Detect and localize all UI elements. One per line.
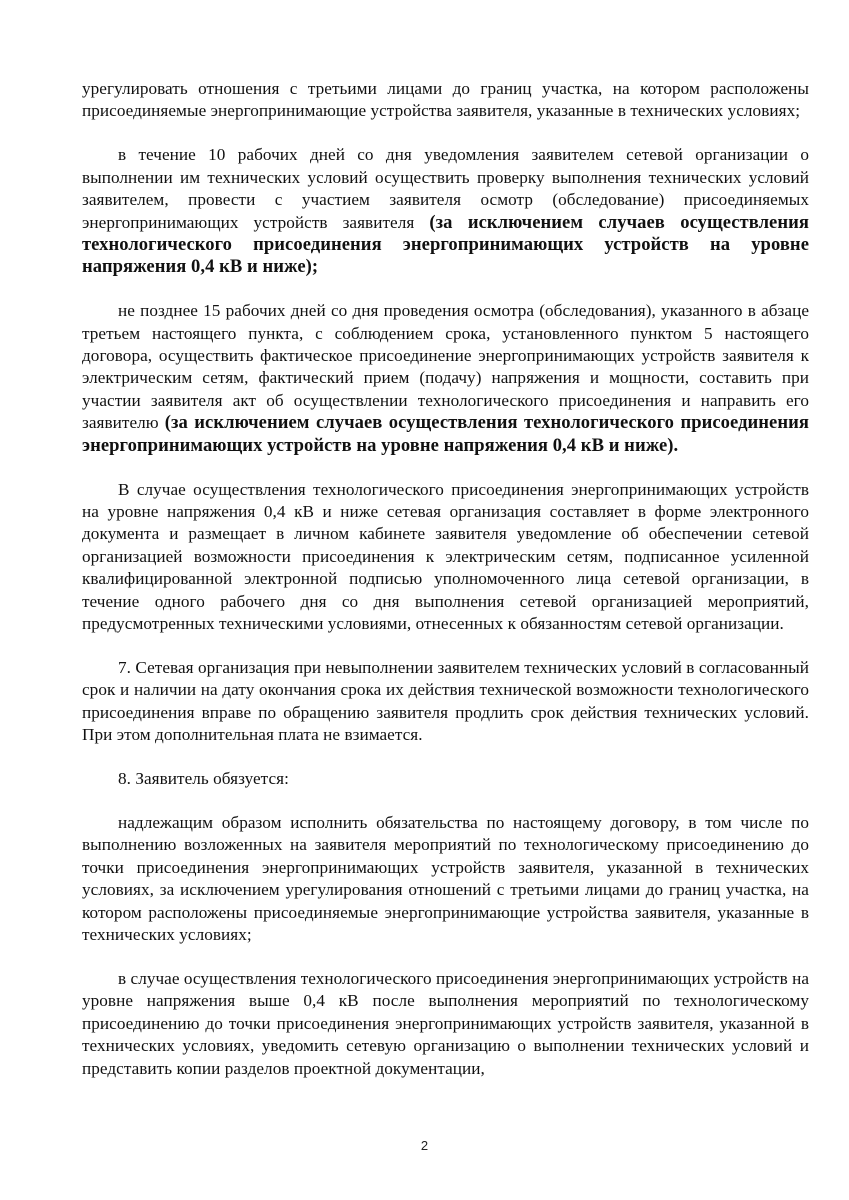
paragraph-7-text: надлежащим образом исполнить обязательства по настоящему договору, в том числе по выполнению возложенных на заявителя мероприятий по технологическому присоединению до точки присоединения энергопринимающих устройств заявителя, указанной в технических условиях, за исключением урегулирования отношений с третьими лицами до границ участка, на котором расположены присоединяемые энергопринимающие устройства заявителя, указанные в технических условиях; bbox=[82, 812, 809, 944]
paragraph-2-bold-clause: (за исключением случаев осуществления технологического присоединения энергопринимающих устройств на уровне напряжения 0,4 кВ и ниже); bbox=[82, 211, 809, 278]
paragraph-5-text: 7. Сетевая организация при невыполнении заявителем технических условий в согласованный срок и наличии на дату окончания срока их действия технической возможности технологического присоединения вправе по обращению заявителя продлить срок действия технических условий. При этом дополнительная плата не взимается. bbox=[82, 657, 809, 745]
paragraph-1 bbox=[82, 78, 809, 123]
paragraph-2 bbox=[82, 144, 809, 278]
document-page bbox=[82, 78, 809, 1101]
paragraph-6-text: 8. Заявитель обязуется: bbox=[118, 769, 289, 789]
paragraph-6-clause-8 bbox=[82, 768, 809, 790]
paragraph-3-bold-clause: (за исключением случаев осуществления технологического присоединения энергопринимающих устройств на уровне напряжения 0,4 кВ и ниже). bbox=[82, 412, 809, 456]
paragraph-4-text: В случае осуществления технологического присоединения энергопринимающих устройств на уровне напряжения 0,4 кВ и ниже сетевая организация составляет в форме электронного документа и размещает в личном кабинете заявителя уведомление об обеспечении сетевой организацией возможности присоединения к электрическим сетям, подписанное усиленной квалифицированной электронной подписью уполномоченного лица сетевой организации, в течение одного рабочего дня со дня выполнения сетевой организацией мероприятий, предусмотренных техническими условиями, отнесенных к обязанностям сетевой организации. bbox=[82, 479, 809, 634]
paragraph-4 bbox=[82, 479, 809, 636]
paragraph-8-text: в случае осуществления технологического присоединения энергопринимающих устройств на уровне напряжения выше 0,4 кВ после выполнения мероприятий по технологическому присоединению до точки присоединения энергопринимающих устройств заявителя, указанной в технических условиях, уведомить сетевую организацию о выполнении технических условий и представить копии разделов проектной документации, bbox=[82, 968, 810, 1078]
paragraph-8 bbox=[82, 968, 809, 1080]
paragraph-5-clause-7 bbox=[82, 657, 809, 747]
page-number: 2 bbox=[420, 1138, 429, 1153]
paragraph-3 bbox=[82, 300, 809, 457]
paragraph-7 bbox=[82, 812, 809, 946]
paragraph-2-text: в течение 10 рабочих дней со дня уведомления заявителем сетевой организации о выполнении им технических условий осуществить проверку выполнения технических условий заявителем, провести с участием заявителя осмотр (обследование) присоединяемых энергопринимающих устройств заявителя bbox=[82, 145, 809, 232]
paragraph-3-text: не позднее 15 рабочих дней со дня проведения осмотра (обследования), указанного в абзаце третьем настоящего пункта, с соблюдением срока, установленного пунктом 5 настоящего договора, осуществить фактическое присоединение энергопринимающих устройств заявителя к электрическим сетям, фактический прием (подачу) напряжения и мощности, составить при участии заявителя акт об осуществлении технологического присоединения и направить его заявителю bbox=[82, 301, 809, 433]
paragraph-1-text: урегулировать отношения с третьими лицами до границ участка, на котором расположены присоединяемые энергопринимающие устройства заявителя, указанные в технических условиях; bbox=[82, 79, 809, 121]
